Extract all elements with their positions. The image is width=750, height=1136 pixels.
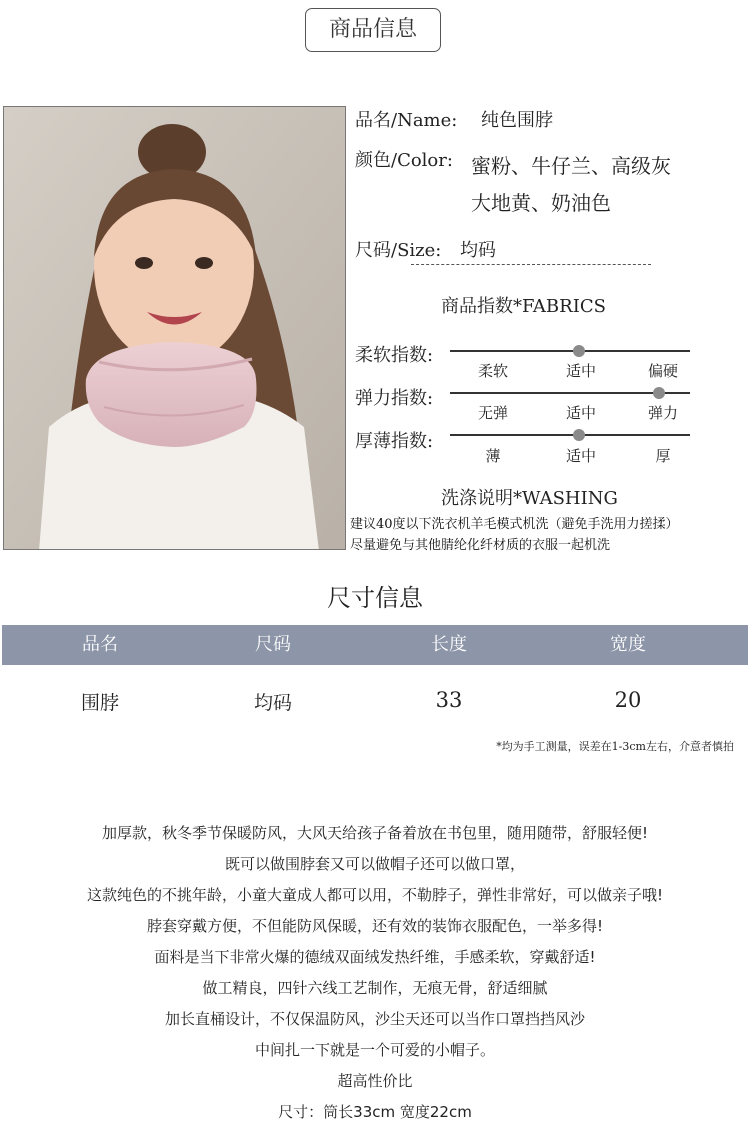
description-line: 脖套穿戴方便，不但能防风保暖，还有效的装饰衣服配色，一举多得! [146, 917, 604, 935]
scale-option: 适中 [565, 362, 596, 380]
scale-option: 薄 [485, 447, 501, 465]
description-line: 做工精良，四针六线工艺制作，无痕无骨，舒适细腻 [202, 979, 548, 997]
color-label: 颜色/Color: [355, 150, 453, 171]
size-table-header [2, 625, 748, 665]
scale-option: 柔软 [477, 362, 508, 380]
scale-option: 无弹 [477, 404, 508, 422]
scale-option: 适中 [565, 447, 596, 465]
table-header-cell: 品名 [82, 634, 118, 655]
name-label: 品名/Name: [355, 110, 458, 131]
scale-marker-thickness [573, 429, 585, 441]
table-header-cell: 尺码 [255, 634, 291, 655]
description-line: 中间扎一下就是一个可爱的小帽子。 [254, 1041, 495, 1059]
scale-option: 厚 [655, 447, 671, 465]
color-value-line1: 蜜粉、牛仔兰、高级灰 [471, 154, 671, 178]
scale-label-softness: 柔软指数: [355, 345, 434, 366]
scale-marker-softness [573, 345, 585, 357]
description-line: 既可以做围脖套又可以做帽子还可以做口罩， [224, 855, 525, 873]
scale-marker-elasticity [653, 387, 665, 399]
washing-title: 洗涤说明*WASHING [441, 488, 618, 509]
section-title-product-info: 商品信息 [305, 8, 441, 52]
table-header-cell: 长度 [431, 634, 467, 655]
scale-option: 偏硬 [647, 362, 678, 380]
fabrics-title: 商品指数*FABRICS [441, 296, 606, 317]
product-photo [3, 106, 346, 550]
scale-option: 适中 [565, 404, 596, 422]
color-value-line2: 大地黄、奶油色 [471, 191, 611, 215]
section-title-size-info: 尺寸信息 [327, 584, 423, 612]
scale-label-elasticity: 弹力指数: [355, 388, 434, 409]
measurement-note: *均为手工测量，误差在1-3cm左右，介意者慎拍 [496, 740, 734, 753]
table-header-cell: 宽度 [610, 634, 646, 655]
divider-dashed [411, 264, 651, 265]
size-label: 尺码/Size: [355, 240, 442, 261]
table-cell: 均码 [253, 692, 292, 714]
description-line: 加长直桶设计，不仅保温防风，沙尘天还可以当作口罩挡挡风沙 [164, 1010, 585, 1028]
washing-note-1: 建议40度以下洗衣机羊毛模式机洗（避免手洗用力搓揉） [350, 517, 679, 532]
scale-label-thickness: 厚薄指数: [355, 431, 434, 452]
description-line: 面料是当下非常火爆的德绒双面绒发热纤维，手感柔软，穿戴舒适! [154, 948, 596, 966]
description-line: 这款纯色的不挑年龄，小童大童成人都可以用，不勒脖子，弹性非常好，可以做亲子哦! [86, 886, 664, 904]
description-line: 超高性价比 [337, 1072, 413, 1090]
description-line: 尺寸：筒长33cm 宽度22cm [278, 1103, 472, 1121]
table-cell: 围脖 [80, 692, 119, 714]
scale-line-softness [450, 350, 690, 352]
table-cell: 33 [435, 688, 463, 712]
size-value: 均码 [460, 240, 496, 261]
name-value: 纯色围脖 [481, 110, 553, 131]
table-cell: 20 [614, 688, 642, 712]
description-line: 加厚款，秋冬季节保暖防风，大风天给孩子备着放在书包里，随用随带，舒服轻便! [101, 824, 649, 842]
scale-line-thickness [450, 434, 690, 436]
washing-note-2: 尽量避免与其他腈纶化纤材质的衣服一起机洗 [350, 538, 611, 553]
scale-option: 弹力 [647, 404, 678, 422]
